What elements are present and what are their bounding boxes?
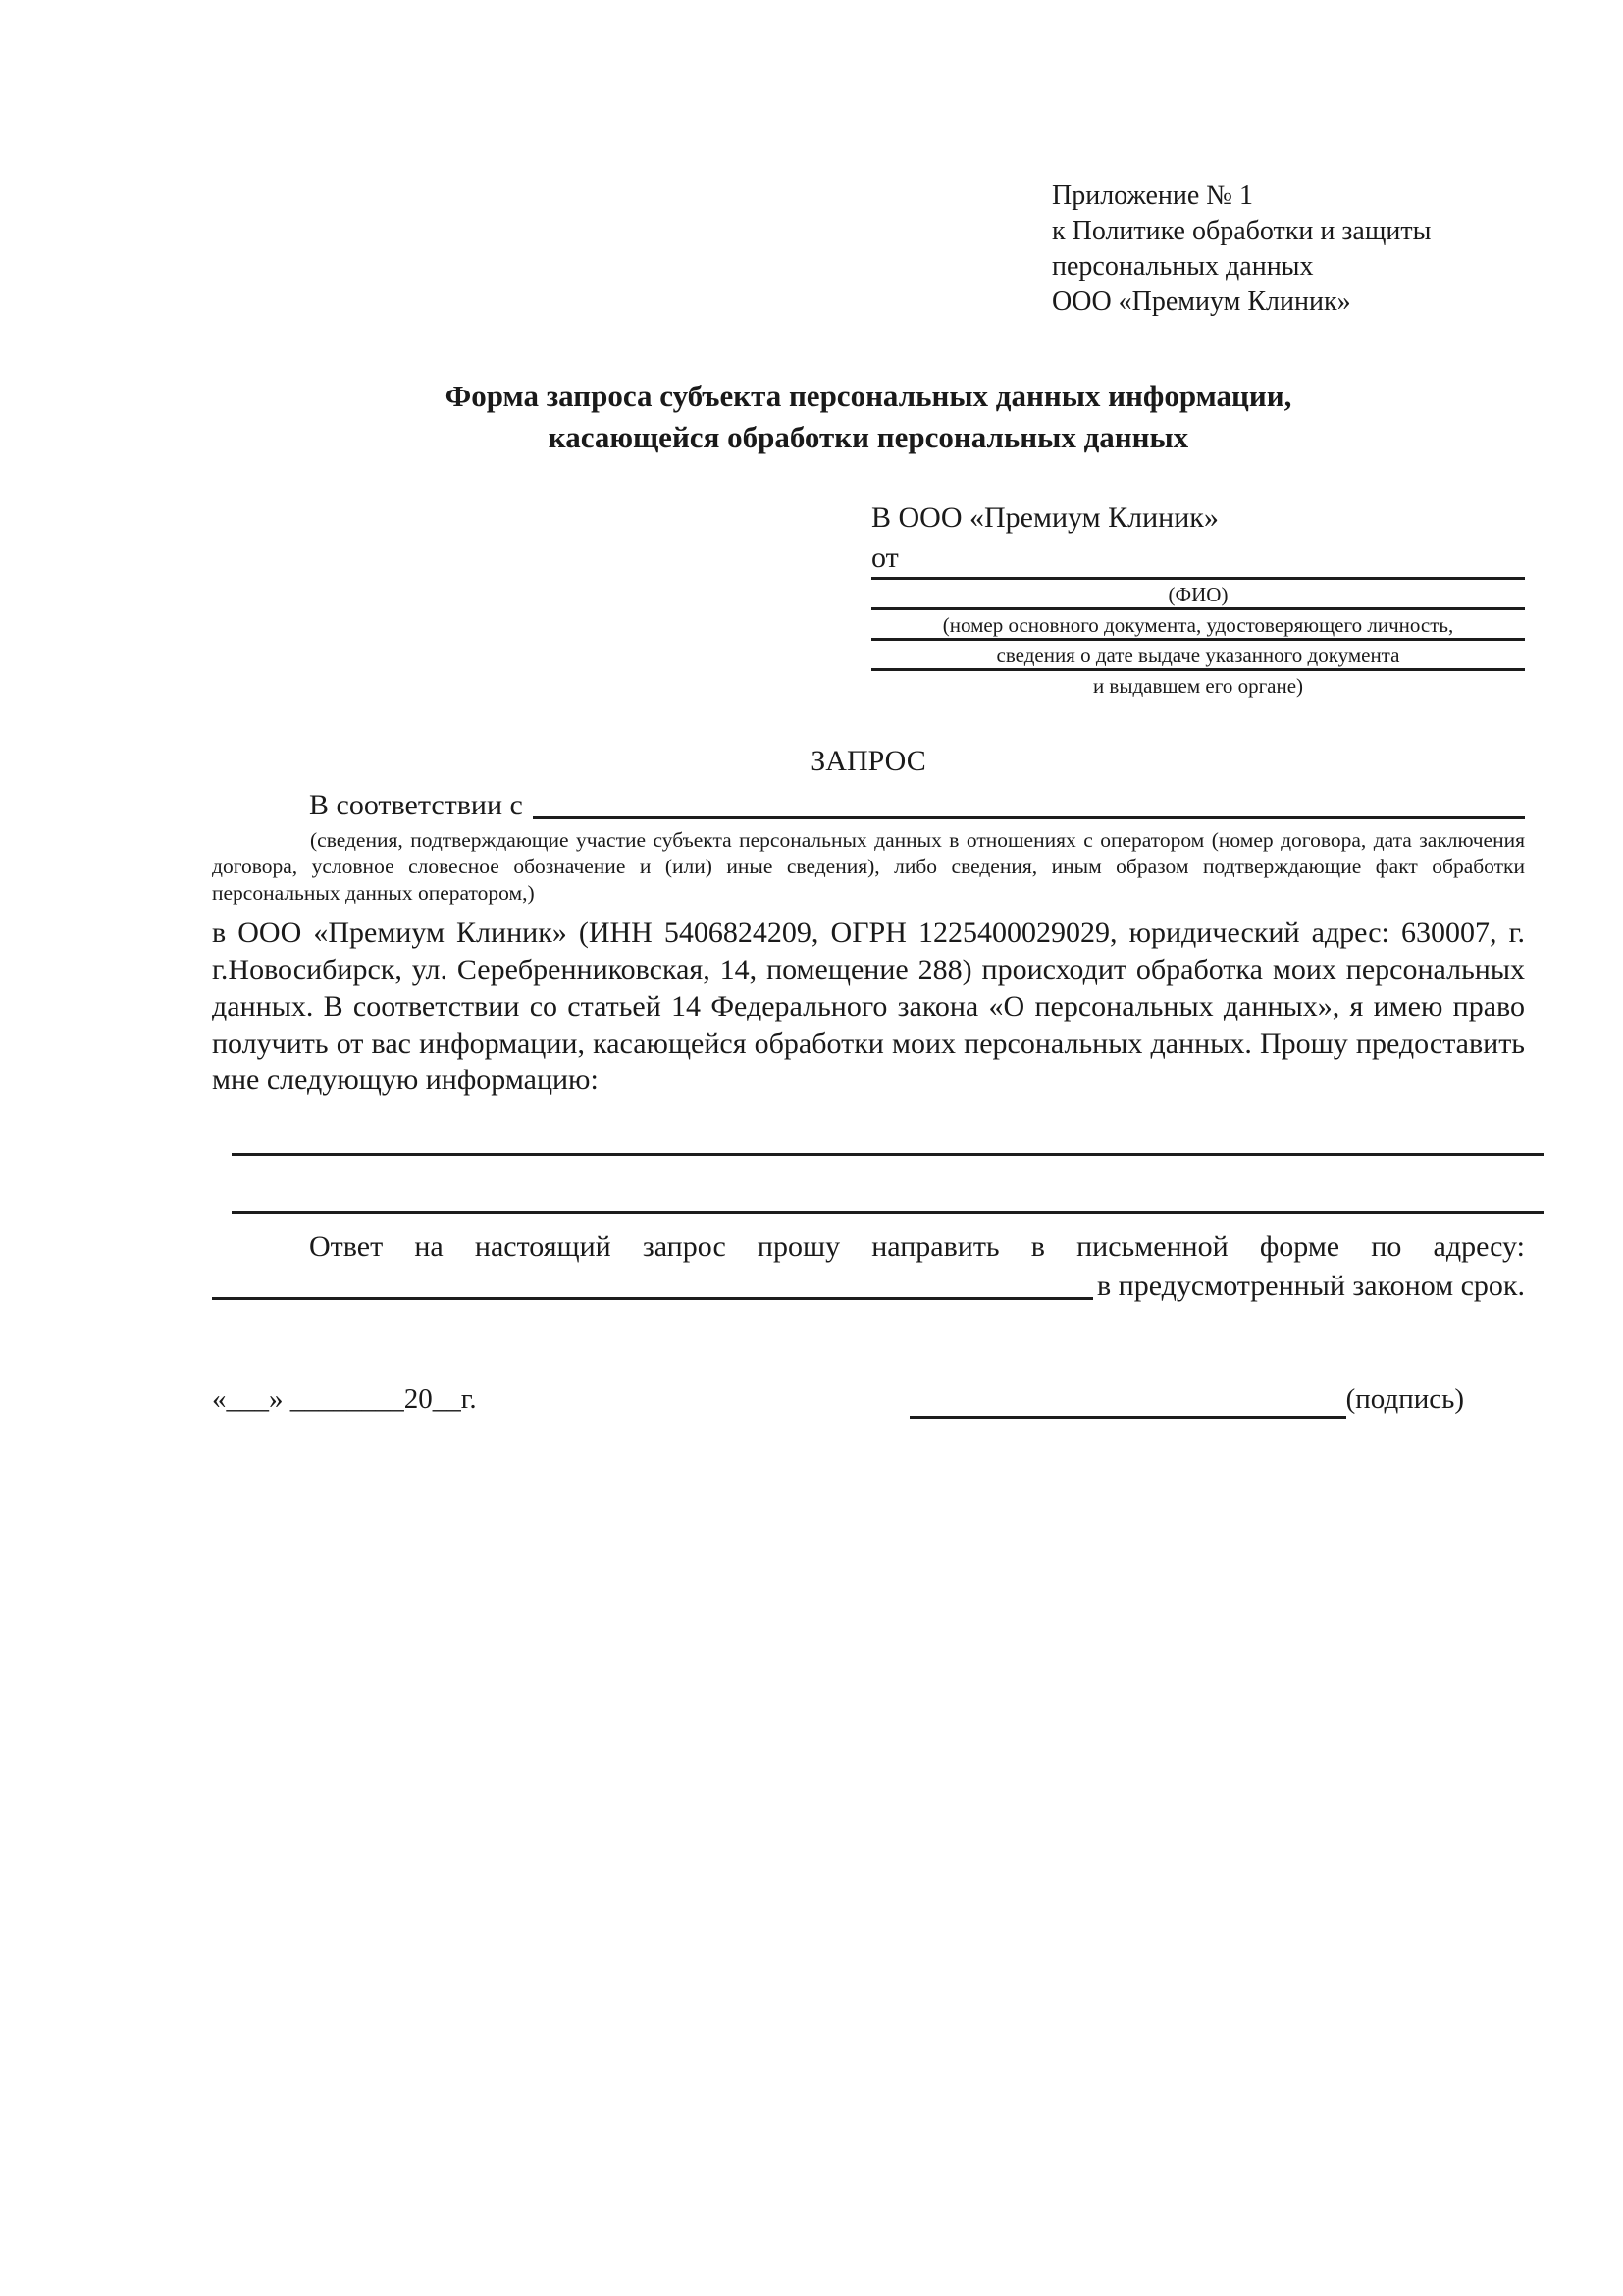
footnote-text: (сведения, подтверждающие участие субъекта персональных данных в отношениях с оператором (номер договора, дата заключения договора, условное словесное обозначение и (или) иные сведения), либо сведения, иным образом подтверждающие факт обработки персональных данных оператором,) [212, 828, 1525, 905]
reply-address-fill-line [212, 1297, 1093, 1300]
issue-date-caption: сведения о дате выдаче указанного документа [996, 644, 1400, 667]
annex-line: к Политике обработки и защиты [1052, 216, 1432, 246]
intro-prefix: В соответствии с [309, 789, 523, 821]
signature-group [910, 1380, 1464, 1419]
annex-line: ООО «Премиум Клиник» [1052, 287, 1351, 317]
footer-row [212, 1380, 1525, 1419]
basis-fill-line [533, 816, 1525, 819]
annex-reference-block [1052, 179, 1525, 320]
date-blank: «___» ________20__г. [212, 1383, 477, 1415]
signature-fill-line [910, 1385, 1346, 1419]
annex-line: Приложение № 1 [1052, 181, 1253, 211]
reply-address-line [212, 1267, 1525, 1306]
requested-info-fill-line-2 [232, 1211, 1544, 1214]
issuing-authority-caption: и выдавшем его органе) [1092, 674, 1304, 698]
requested-info-fill-line-1 [232, 1153, 1544, 1156]
addressee-block [871, 496, 1525, 699]
request-heading: ЗАПРОС [811, 745, 926, 777]
document-number-caption: (номер основного документа, удостоверяющего личность, [942, 613, 1454, 637]
intro-line [212, 786, 1525, 825]
annex-line: персональных данных [1052, 251, 1314, 282]
document-title-line2: касающейся обработки персональных данных [548, 420, 1189, 454]
request-body-paragraph: в ООО «Премиум Клиник» (ИНН 5406824209, ОГРН 1225400029029, юридический адрес: 630007, г. г.Новосибирск, ул. Серебренниковская, 14, помещение 288) происходит обработка моих персональных данных. В соответствии со статьей 14 Федерального закона «О персональных данных», я имею право получить от вас информации, касающейся обработки моих персональных данных. Прошу предоставить мне следующую информацию: [212, 916, 1525, 1096]
reply-suffix: в предусмотренный законом срок. [1097, 1269, 1525, 1302]
document-title-line1: Форма запроса субъекта персональных данных информации, [445, 379, 1292, 413]
fio-caption: (ФИО) [1168, 583, 1229, 606]
addressee-to: В ООО «Премиум Клиник» [871, 501, 1219, 534]
signature-caption: (подпись) [1345, 1383, 1464, 1415]
reply-sentence: Ответ на настоящий запрос прошу направить в письменной форме по адресу: [309, 1229, 1525, 1263]
addressee-from: от [871, 542, 899, 574]
document-title [212, 376, 1525, 458]
